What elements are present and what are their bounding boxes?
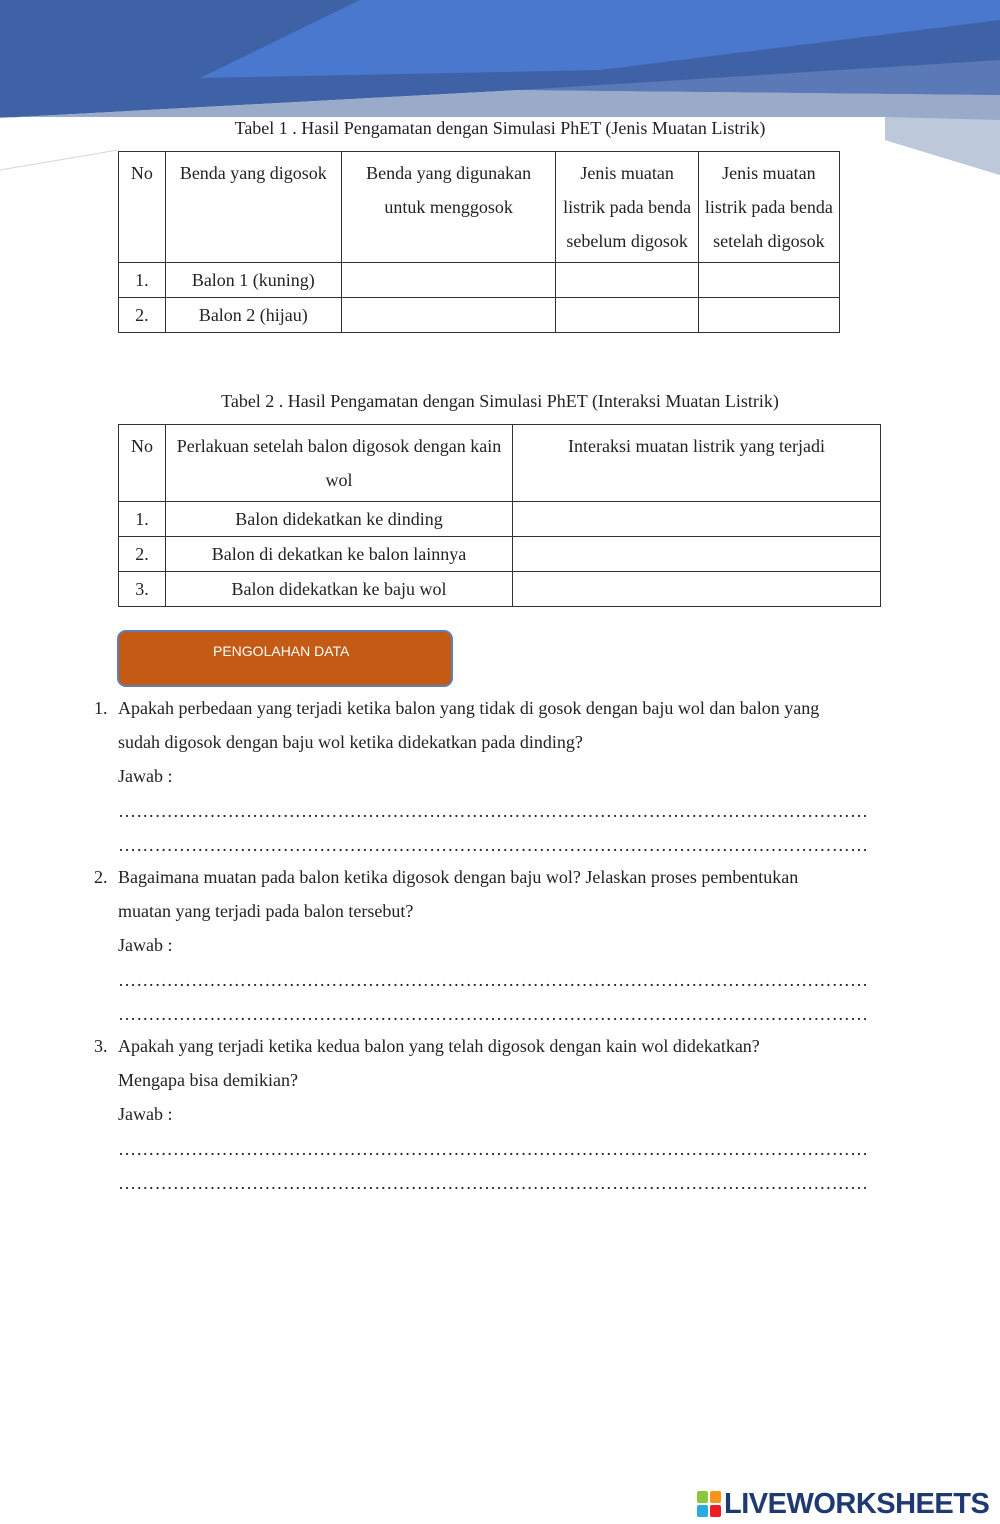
table2-row1-perlakuan: Balon didekatkan ke dinding: [166, 502, 513, 537]
answer-line[interactable]: ……………………………………………………………………………………………………………: [118, 835, 869, 855]
liveworksheets-logo: [697, 1486, 989, 1522]
table1-row2-benda: Balon 2 (hijau): [165, 298, 341, 333]
logo-mark-icon: [697, 1491, 721, 1517]
question-3-line2: Mengapa bisa demikian?: [118, 1070, 298, 1090]
table-row: [119, 263, 840, 298]
table2-caption: Tabel 2 . Hasil Pengamatan dengan Simulasi PhET (Interaksi Muatan Listrik): [221, 391, 779, 411]
question-2-line1: Bagaimana muatan pada balon ketika digosok dengan baju wol? Jelaskan proses pembentukan: [118, 867, 799, 887]
table2-header-no: No: [119, 425, 166, 502]
table1-row1-sebelum-cell[interactable]: [556, 263, 698, 298]
table1-row1-setelah-cell[interactable]: [698, 263, 839, 298]
table1-header-setelah: Jenis muatan listrik pada benda setelah digosok: [698, 152, 839, 263]
answer-line[interactable]: ……………………………………………………………………………………………………………: [118, 1004, 869, 1024]
table-row: [119, 537, 881, 572]
question-1-number: 1.: [94, 698, 108, 718]
table2-row2-no: 2.: [119, 537, 166, 572]
table2-row2-interaksi-cell[interactable]: [513, 537, 881, 572]
answer-line[interactable]: ……………………………………………………………………………………………………………: [118, 1139, 869, 1159]
table1: [118, 151, 840, 333]
answer-line[interactable]: ……………………………………………………………………………………………………………: [118, 970, 869, 990]
table1-header-benda: Benda yang digosok: [165, 152, 341, 263]
table2-header-perlakuan: Perlakuan setelah balon digosok dengan kain wol: [166, 425, 513, 502]
question-2-number: 2.: [94, 867, 108, 887]
answer-line[interactable]: ……………………………………………………………………………………………………………: [118, 801, 869, 821]
table1-row2-penggosok-cell[interactable]: [341, 298, 556, 333]
header-banner: [0, 0, 1000, 175]
table2: [118, 424, 881, 607]
table2-row1-no: 1.: [119, 502, 166, 537]
table2-row3-perlakuan: Balon didekatkan ke baju wol: [166, 572, 513, 607]
table1-row2-no: 2.: [119, 298, 166, 333]
table1-row2-sebelum-cell[interactable]: [556, 298, 698, 333]
table1-header-penggosok: Benda yang digunakan untuk menggosok: [341, 152, 556, 263]
table-row: [119, 572, 881, 607]
question-1-line1: Apakah perbedaan yang terjadi ketika balon yang tidak di gosok dengan baju wol dan balon yang: [118, 698, 820, 718]
table1-header-no: No: [119, 152, 166, 263]
table-row: [119, 298, 840, 333]
table-row: [119, 502, 881, 537]
question-3-number: 3.: [94, 1036, 108, 1056]
table2-header-interaksi: Interaksi muatan listrik yang terjadi: [513, 425, 881, 502]
table1-header-row: [119, 152, 840, 263]
question-1-line2: sudah digosok dengan baju wol ketika didekatkan pada dinding?: [118, 732, 583, 752]
table1-caption: Tabel 1 . Hasil Pengamatan dengan Simulasi PhET (Jenis Muatan Listrik): [234, 118, 766, 138]
table2-row2-perlakuan: Balon di dekatkan ke balon lainnya: [166, 537, 513, 572]
table1-row1-penggosok-cell[interactable]: [341, 263, 556, 298]
table2-row3-interaksi-cell[interactable]: [513, 572, 881, 607]
table1-row2-setelah-cell[interactable]: [698, 298, 839, 333]
question-3-line1: Apakah yang terjadi ketika kedua balon yang telah digosok dengan kain wol didekatkan?: [118, 1036, 760, 1056]
table2-row1-interaksi-cell[interactable]: [513, 502, 881, 537]
section-label-pengolahan-data: PENGOLAHAN DATA: [117, 630, 453, 687]
question-2-answer-label: Jawab :: [118, 935, 173, 955]
table2-row3-no: 3.: [119, 572, 166, 607]
table1-header-sebelum: Jenis muatan listrik pada benda sebelum digosok: [556, 152, 698, 263]
table1-row1-benda: Balon 1 (kuning): [165, 263, 341, 298]
table2-header-row: [119, 425, 881, 502]
question-2-line2: muatan yang terjadi pada balon tersebut?: [118, 901, 414, 921]
question-3-answer-label: Jawab :: [118, 1104, 173, 1124]
answer-line[interactable]: ……………………………………………………………………………………………………………: [118, 1173, 869, 1193]
logo-text: LIVEWORKSHEETS: [724, 1487, 990, 1520]
table1-row1-no: 1.: [119, 263, 166, 298]
question-1-answer-label: Jawab :: [118, 766, 173, 786]
